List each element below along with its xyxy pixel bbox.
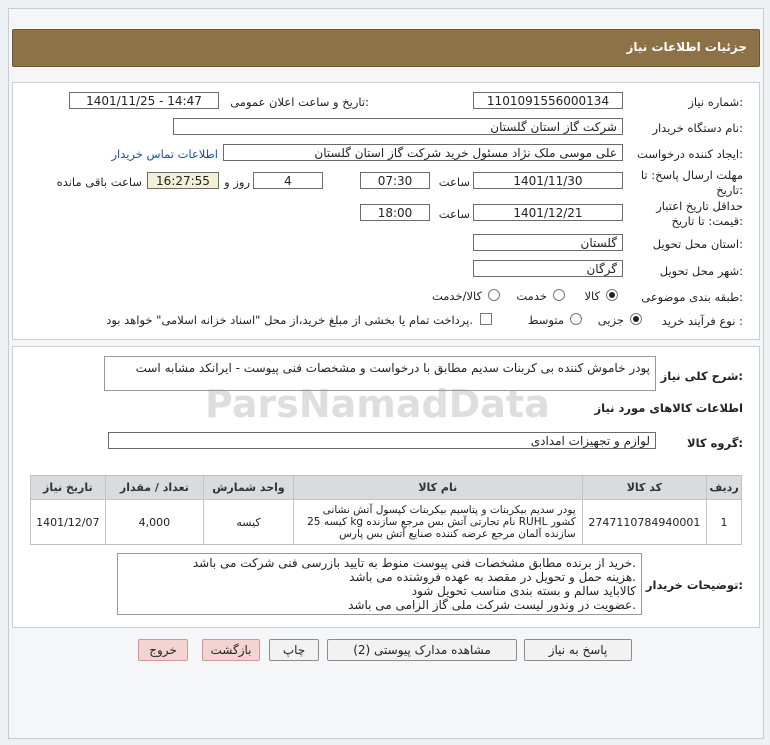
summary-field: پودر خاموش کننده بی کربنات سدیم مطابق با درخواست و مشخصات فنی پیوست - ایرانکد مشابه است — [104, 356, 656, 391]
process-option-medium: متوسط — [527, 313, 564, 327]
cell-unit: کیسه — [204, 500, 294, 545]
col-name: نام کالا — [293, 476, 582, 500]
notes-line-3: کالاباید سالم و بسته بندی مناسب تحویل شود — [411, 584, 636, 598]
validity-date-field: 1401/12/21 — [473, 204, 623, 221]
need-number-label: شماره نیاز: — [688, 95, 743, 109]
category-option-goods-service: کالا/خدمت — [431, 289, 482, 303]
goods-group-field: لوازم و تجهیزات امدادی — [108, 432, 656, 449]
requester-field: علی موسی ملک نژاد مسئول خرید شرکت گاز استان گلستان — [223, 144, 623, 161]
process-option-minor: جزیی — [597, 313, 624, 327]
announce-field: 1401/11/25 - 14:47 — [69, 92, 219, 109]
back-button[interactable]: بازگشت — [202, 639, 260, 661]
city-label: شهر محل تحویل: — [659, 264, 743, 278]
cell-name: پودر سدیم بیکربنات و پتاسیم بیکربنات کپسول آتش نشانی کیسه 25 kg نام تجارتی آتش بس مرجع سازنده RUHL کشور سازنده آلمان مرجع عرضه کننده صنایع آتش بس پارس — [293, 500, 582, 545]
items-table — [30, 475, 742, 545]
notes-line-4: عضویت در وندور لیست شرکت ملی گاز الزامی می باشد. — [348, 598, 636, 612]
category-option-goods: کالا — [584, 289, 600, 303]
buyer-org-field: شرکت گاز استان گلستان — [173, 118, 623, 135]
deadline-time-label: ساعت — [438, 175, 470, 189]
deadline-label-line2: تاریخ: — [716, 183, 743, 197]
cell-need-date: 1401/12/07 — [31, 500, 106, 545]
validity-time-field: 18:00 — [360, 204, 430, 221]
validity-label — [656, 199, 743, 229]
province-label: استان محل تحویل: — [652, 237, 743, 251]
deadline-label-line1: مهلت ارسال پاسخ: تا — [640, 168, 743, 182]
deadline-time-field: 07:30 — [360, 172, 430, 189]
col-qty: تعداد / مقدار — [105, 476, 203, 500]
cell-qty: 4,000 — [105, 500, 203, 545]
col-row: ردیف — [707, 476, 742, 500]
city-field: گرگان — [473, 260, 623, 277]
days-label: روز و — [224, 175, 250, 189]
notes-field — [117, 553, 642, 615]
col-unit: واحد شمارش — [204, 476, 294, 500]
col-code: کد کالا — [582, 476, 706, 500]
remaining-time-field: 16:27:55 — [147, 172, 219, 189]
notes-line-2: هزینه حمل و تحویل در مقصد به عهده فروشنده می باشد. — [349, 570, 636, 584]
view-attachments-button[interactable]: مشاهده مدارک پیوستی (2) — [327, 639, 517, 661]
need-number-field: 1101091556000134 — [473, 92, 623, 109]
items-table-header — [31, 476, 742, 500]
process-radio-minor[interactable] — [630, 313, 642, 325]
payment-note: پرداخت تمام یا بخشی از مبلغ خرید،از محل "اسناد خزانه اسلامی" خواهد بود. — [106, 313, 473, 327]
col-need-date: تاریخ نیاز — [31, 476, 106, 500]
summary-label: شرح کلی نیاز: — [660, 369, 743, 383]
buyer-org-label: نام دستگاه خریدار: — [652, 121, 743, 135]
validity-label-line2: قیمت: تا تاریخ: — [671, 214, 743, 228]
category-radio-goods-service[interactable] — [488, 289, 500, 301]
requester-label: ایجاد کننده درخواست: — [637, 147, 743, 161]
days-field: 4 — [253, 172, 323, 189]
remaining-label: ساعت باقی مانده — [56, 175, 142, 189]
payment-checkbox[interactable] — [480, 313, 492, 325]
cell-row: 1 — [707, 500, 742, 545]
notes-label: توضیحات خریدار: — [645, 578, 743, 592]
category-option-service: خدمت — [516, 289, 547, 303]
reply-button[interactable]: پاسخ به نیاز — [524, 639, 632, 661]
exit-button[interactable]: خروج — [138, 639, 188, 661]
deadline-date-field: 1401/11/30 — [473, 172, 623, 189]
validity-time-label: ساعت — [438, 207, 470, 221]
deadline-label — [641, 168, 743, 198]
page-header — [12, 29, 760, 67]
watermark: ParsNamadData — [205, 382, 550, 426]
contact-buyer-link[interactable]: اطلاعات تماس خریدار — [111, 147, 218, 161]
process-label: نوع فرآیند خرید : — [661, 314, 743, 328]
process-radio-medium[interactable] — [570, 313, 582, 325]
notes-line-1: خرید از برنده مطابق مشخصات فنی پیوست منوط به تایید بازرسی فنی شرکت می باشد. — [192, 556, 636, 570]
category-radio-goods[interactable] — [606, 289, 618, 301]
goods-info-title: اطلاعات کالاهای مورد نیاز — [594, 401, 743, 415]
print-button[interactable]: چاپ — [269, 639, 319, 661]
table-row — [31, 500, 742, 545]
validity-label-line1: حداقل تاریخ اعتبار — [656, 199, 743, 213]
goods-group-label: گروه کالا: — [687, 436, 743, 450]
category-radio-service[interactable] — [553, 289, 565, 301]
cell-code: 2747110784940001 — [582, 500, 706, 545]
announce-label: تاریخ و ساعت اعلان عمومی: — [230, 95, 369, 109]
category-label: طبقه بندی موضوعی: — [641, 290, 743, 304]
province-field: گلستان — [473, 234, 623, 251]
page-title: جزئیات اطلاعات نیاز — [626, 40, 747, 54]
